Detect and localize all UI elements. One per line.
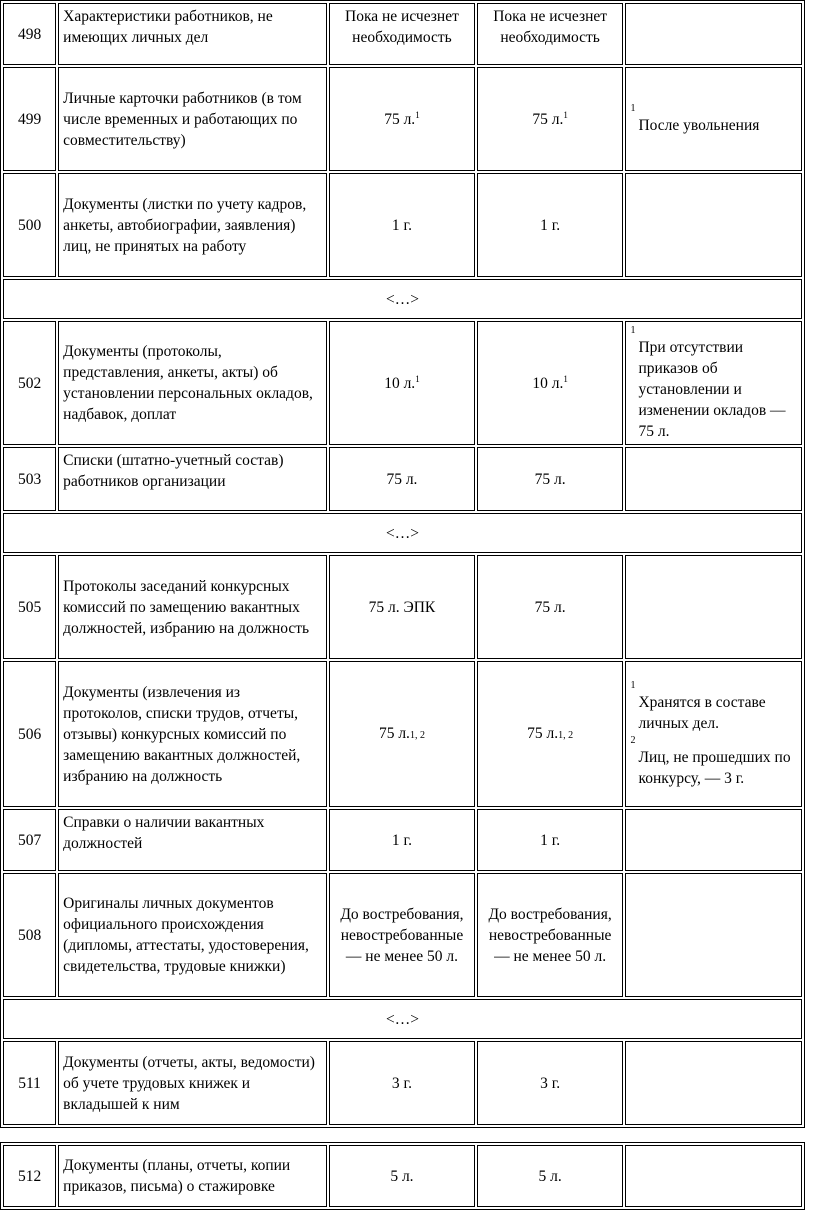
retention-period: 1 г. (329, 809, 475, 871)
article-number: 508 (3, 873, 56, 997)
retention-period-alt (477, 67, 624, 171)
retention-period-alt (477, 321, 624, 445)
retention-period-alt: Пока не исчезнет необходимость (477, 3, 624, 65)
retention-period-alt: До востребования, невостребованные — не менее 50 л. (477, 873, 624, 997)
document-type: Оригиналы личных документов официального происхождения (дипломы, аттестаты, удостоверения, свидетельства, трудовые книжки) (58, 873, 327, 997)
retention-period (329, 321, 475, 445)
note (625, 173, 802, 277)
retention-period: 75 л. ЭПК (329, 555, 475, 659)
article-number: 512 (3, 1145, 56, 1207)
table-row (3, 873, 802, 997)
retention-period-alt: 75 л. (477, 555, 624, 659)
footnote-ref: 1, 2 (409, 729, 425, 741)
footnote-marker: 1 (630, 325, 636, 336)
document-type: Списки (штатно-учетный состав) работников организации (58, 447, 327, 511)
table-row (3, 321, 802, 445)
omission-row (3, 999, 802, 1039)
note (625, 555, 802, 659)
table-row (3, 1145, 802, 1207)
footnote-marker: 1 (630, 680, 636, 691)
table-row (3, 173, 802, 277)
note (625, 447, 802, 511)
table-row (3, 447, 802, 511)
document-type: Справки о наличии вакантных должностей (58, 809, 327, 871)
retention-period: До востребования, невостребованные — не менее 50 л. (329, 873, 475, 997)
footnote-marker: 2 (630, 735, 636, 746)
article-number: 511 (3, 1041, 56, 1125)
period-value: 75 л. (378, 724, 410, 742)
table-row (3, 809, 802, 871)
ellipsis: <…> (3, 513, 802, 553)
table-row (3, 67, 802, 171)
note (625, 321, 802, 445)
document-type: Характеристики работников, не имеющих личных дел (58, 3, 327, 65)
table-gap (0, 1128, 816, 1142)
article-number: 502 (3, 321, 56, 445)
document-type: Документы (планы, отчеты, копии приказов, письма) о стажировке (58, 1145, 327, 1207)
period-value: 75 л. (527, 724, 559, 742)
ellipsis: <…> (3, 279, 802, 319)
retention-table-continued (0, 1142, 805, 1210)
footnote-text: После увольнения (638, 117, 760, 134)
retention-period: 5 л. (329, 1145, 475, 1207)
document-type: Документы (листки по учету кадров, анкеты, автобиографии, заявления) лиц, не принятых на работу (58, 173, 327, 277)
period-value: 10 л. (384, 374, 416, 392)
retention-period: 3 г. (329, 1041, 475, 1125)
table-row (3, 3, 802, 65)
article-number: 506 (3, 661, 56, 807)
period-value: 10 л. (532, 374, 564, 392)
retention-period-alt: 75 л. (477, 447, 624, 511)
retention-period (329, 67, 475, 171)
footnote-text: Лиц, не прошедших по конкурсу, — 3 г. (638, 749, 791, 787)
article-number: 498 (3, 3, 56, 65)
note (625, 1145, 802, 1207)
omission-row (3, 513, 802, 553)
document-type: Личные карточки работников (в том числе временных и работающих по совместительству) (58, 67, 327, 171)
footnote-text: При отсутствии приказов об установлении и изменении окладов — 75 л. (638, 339, 786, 440)
footnote-ref: 1 (415, 373, 420, 384)
footnote-ref: 1 (415, 109, 420, 120)
footnote-ref: 1 (563, 373, 568, 384)
footnote-marker: 1 (630, 103, 636, 114)
note (625, 1041, 802, 1125)
note (625, 809, 802, 871)
footnote-text: Хранятся в составе личных дел. (638, 694, 766, 732)
table-row (3, 661, 802, 807)
ellipsis: <…> (3, 999, 802, 1039)
retention-period-alt: 1 г. (477, 809, 624, 871)
table-row (3, 1041, 802, 1125)
footnote-ref: 1 (563, 109, 568, 120)
retention-period: 1 г. (329, 173, 475, 277)
retention-period: 75 л. (329, 447, 475, 511)
document-type: Документы (извлечения из протоколов, списки трудов, отчеты, отзывы) конкурсных комиссий по замещению вакантных должностей, избранию на должность (58, 661, 327, 807)
article-number: 499 (3, 67, 56, 171)
document-type: Документы (отчеты, акты, ведомости) об учете трудовых книжек и вкладышей к ним (58, 1041, 327, 1125)
footnote-ref: 1, 2 (558, 729, 574, 741)
document-type: Документы (протоколы, представления, анкеты, акты) об установлении персональных окладов, надбавок, доплат (58, 321, 327, 445)
article-number: 507 (3, 809, 56, 871)
article-number: 500 (3, 173, 56, 277)
note (625, 661, 802, 807)
note (625, 67, 802, 171)
note (625, 3, 802, 65)
omission-row (3, 279, 802, 319)
article-number: 503 (3, 447, 56, 511)
retention-period-alt: 1 г. (477, 173, 624, 277)
note (625, 873, 802, 997)
period-value: 75 л. (532, 110, 564, 128)
period-value: 75 л. (384, 110, 416, 128)
retention-period-alt: 3 г. (477, 1041, 624, 1125)
article-number: 505 (3, 555, 56, 659)
document-type: Протоколы заседаний конкурсных комиссий по замещению вакантных должностей, избранию на должность (58, 555, 327, 659)
table-row (3, 555, 802, 659)
retention-period: Пока не исчезнет необходимость (329, 3, 475, 65)
retention-period (329, 661, 475, 807)
retention-period-alt: 5 л. (477, 1145, 624, 1207)
retention-period-alt (477, 661, 624, 807)
